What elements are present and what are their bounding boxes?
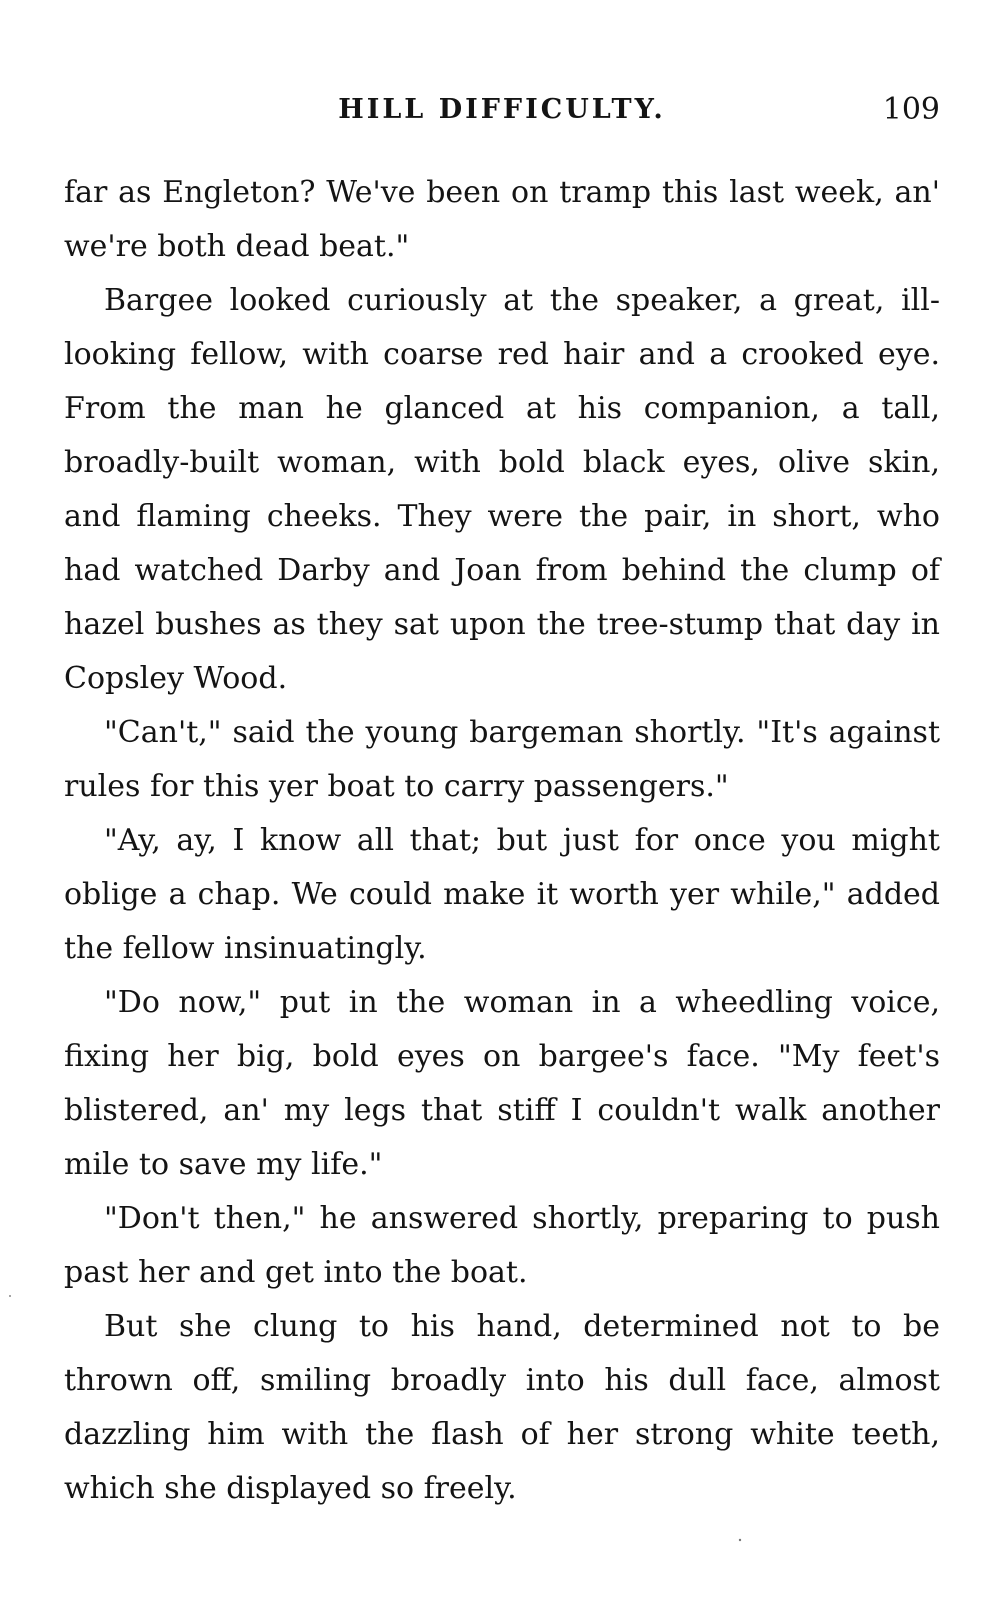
paragraph-2: Bargee looked curiously at the speaker, a great, ill-looking fellow, with coarse red hair and a crooked eye. From the man he glanced at his companion, a tall, broadly-built woman, with bold black eyes, olive skin, and flaming cheeks. They were the pair, in short, who had watched Darby and Joan from behind the clump of hazel bushes as they sat upon the tree-stump that day in Copsley Wood. <box>64 283 940 696</box>
paragraph-6: "Don't then," he answered shortly, preparing to push past her and get into the boat. <box>64 1201 940 1290</box>
paragraph-5: "Do now," put in the woman in a wheedling voice, fixing her big, bold eyes on bargee's face. "My feet's blistered, an' my legs that stiff I couldn't walk another mile to save my life." <box>64 985 940 1182</box>
page-number: 109 <box>882 92 940 127</box>
speck-bottom <box>739 1539 741 1541</box>
running-title: HILL DIFFICULTY. <box>338 94 666 125</box>
paragraph-4: "Ay, ay, I know all that; but just for once you might oblige a chap. We could make it worth yer while," added the fellow insinuatingly. <box>64 823 940 966</box>
paragraph-3: "Can't," said the young bargeman shortly. "It's against rules for this yer boat to carry passengers." <box>64 715 940 804</box>
speck-left <box>9 1295 11 1297</box>
body-text <box>64 166 940 1516</box>
running-header <box>64 90 940 130</box>
paragraph-7: But she clung to his hand, determined not to be thrown off, smiling broadly into his dull face, almost dazzling him with the flash of her strong white teeth, which she displayed so freely. <box>64 1309 940 1506</box>
paragraph-1: far as Engleton? We've been on tramp this last week, an' we're both dead beat." <box>64 175 940 264</box>
